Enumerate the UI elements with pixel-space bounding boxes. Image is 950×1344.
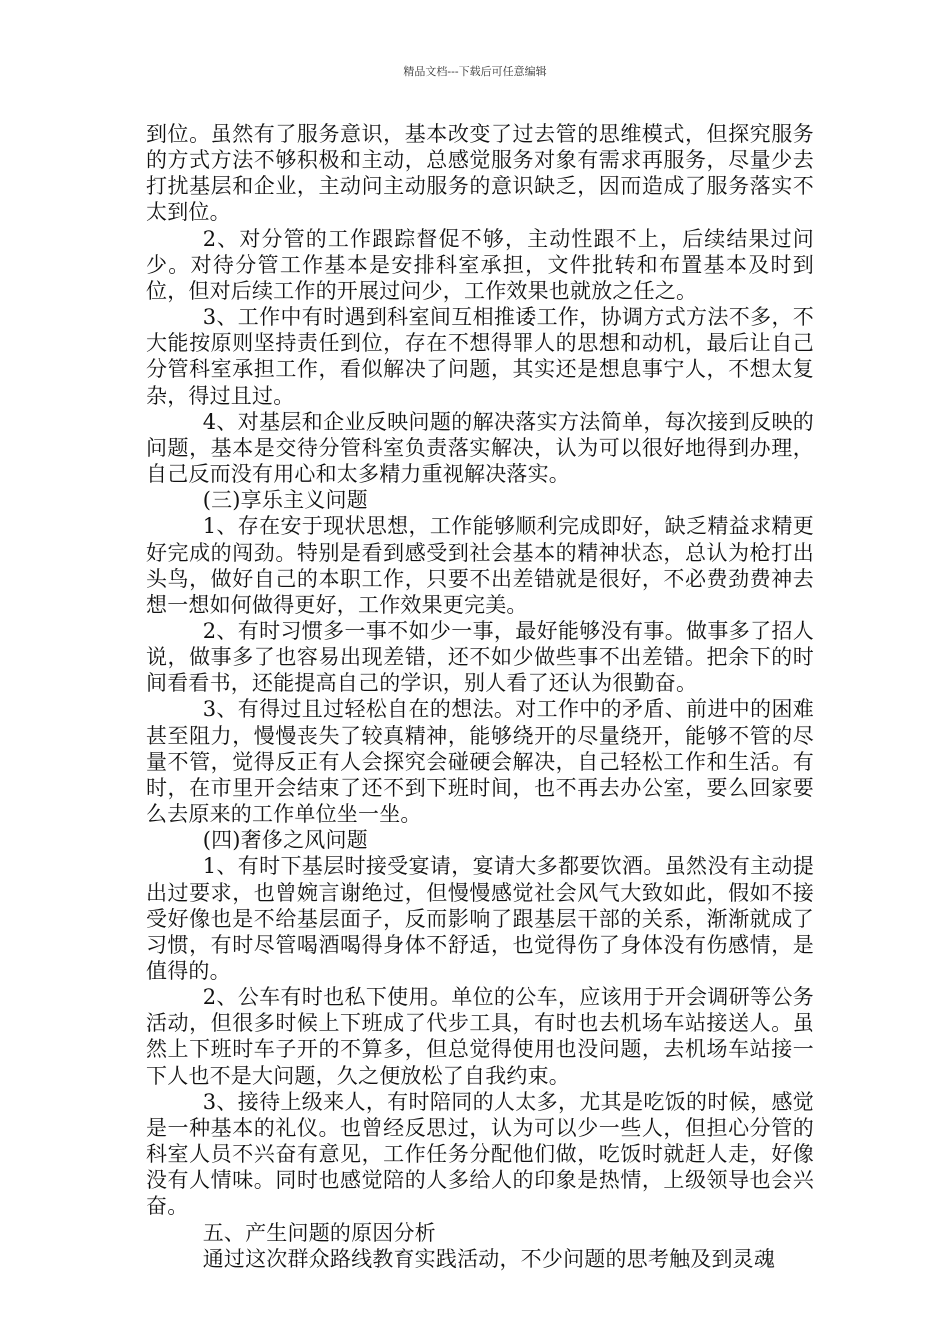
paragraph-10: 1、有时下基层时接受宴请，宴请大多都要饮酒。虽然没有主动提出过要求，也曾婉言谢绝过，但慢慢感觉社会风气大致如此，假如不接受好像也是不给基层面子，反而影响了跟基层干部的关系，渐渐就成了习惯，有时尽管喝酒喝得身体不舒适，也觉得伤了身体没有伤感情，是值得的。 — [146, 854, 814, 983]
section-heading-hedonism: (三)享乐主义问题 — [202, 488, 368, 513]
paragraph-12: 3、接待上级来人，有时陪同的人太多，尤其是吃饭的时候，感觉是一种基本的礼仪。也曾经反思过，认为可以少一些人，但担心分管的科室人员不兴奋有意见，工作任务分配他们做，吃饭时就赶人走，好像没有人情味。同时也感觉陪的人多给人的印象是热情，上级领导也会兴奋。 — [146, 1089, 814, 1219]
paragraph-2: 2、对分管的工作跟踪督促不够，主动性跟不上，后续结果过问少。对待分管工作基本是安排科室承担，文件批转和布置基本及时到位，但对后续工作的开展过问少，工作效果也就放之任之。 — [146, 226, 814, 303]
section-heading-extravagance: (四)奢侈之风问题 — [202, 828, 368, 853]
paragraph-1: 到位。虽然有了服务意识，基本改变了过去管的思维模式，但探究服务的方式方法不够积极和主动，总感觉服务对象有需求再服务，尽量少去打扰基层和企业，主动问主动服务的意识缺乏，因而造成了服务落实不太到位。 — [146, 122, 814, 225]
paragraph-7: 2、有时习惯多一事不如少一事，最好能够没有事。做事多了招人说，做事多了也容易出现差错，还不如少做些事不出差错。把余下的时间看看书，还能提高自己的学识，别人看了还认为很勤奋。 — [146, 618, 814, 696]
paragraph-6: 1、存在安于现状思想，工作能够顺利完成即好，缺乏精益求精更好完成的闯劲。特别是看到感受到社会基本的精神状态，总认为枪打出头鸟，做好自己的本职工作，只要不出差错就是很好，不必费劲费神去想一想如何做得更好，工作效果更完美。 — [146, 514, 814, 617]
document-body — [146, 121, 814, 1272]
section-heading-cause-analysis: 五、产生问题的原因分析 — [202, 1220, 436, 1245]
page-header: 精品文档---下载后可任意编辑 — [403, 65, 547, 78]
paragraph-4: 4、对基层和企业反映问题的解决落实方法简单，每次接到反映的问题，基本是交待分管科室负责落实解决，认为可以很好地得到办理，自己反而没有用心和太多精力重视解决落实。 — [146, 409, 814, 487]
paragraph-14: 通过这次群众路线教育实践活动，不少问题的思考触及到灵魂 — [202, 1246, 776, 1271]
paragraph-11: 2、公车有时也私下使用。单位的公车，应该用于开会调研等公务活动，但很多时候上下班成了代步工具，有时也去机场车站接送人。虽然上下班时车子开的不算多，但总觉得使用也没问题，去机场车站接一下人也不是大问题，久之便放松了自我约束。 — [146, 985, 814, 1088]
paragraph-8: 3、有得过且过轻松自在的想法。对工作中的矛盾、前进中的困难甚至阻力，慢慢丧失了较真精神，能够绕开的尽量绕开，能够不管的尽量不管，觉得反正有人会探究会碰硬会解决，自己轻松工作和生活。有时，在市里开会结束了还不到下班时间，也不再去办公室，要么回家要么去原来的工作单位坐一坐。 — [146, 697, 814, 827]
paragraph-3: 3、工作中有时遇到科室间互相推诿工作，协调方式方法不多，不大能按原则坚持责任到位，存在不想得罪人的思想和动机，最后让自己分管科室承担工作，看似解决了问题，其实还是想息事宁人，不想太复杂，得过且过。 — [146, 305, 814, 408]
